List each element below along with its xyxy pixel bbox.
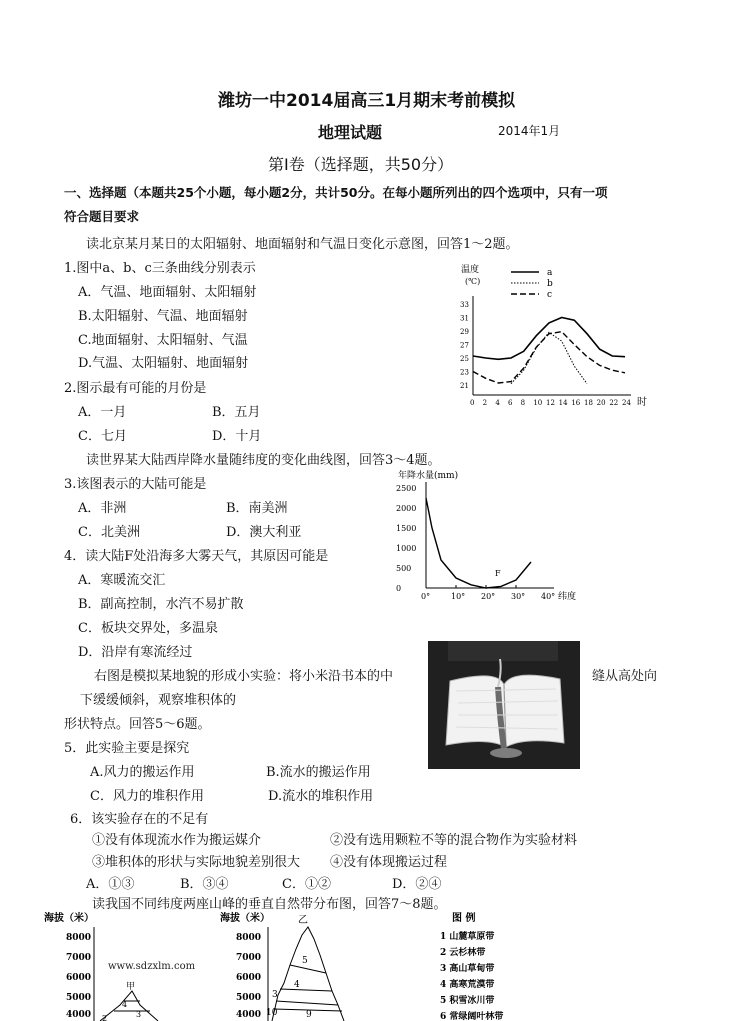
chart1-series-c [473, 332, 625, 383]
intro-3-line2: 下缓缓倾斜，观察堆积体的 [80, 693, 237, 708]
intro-2: 读世界某大陆西岸降水量随纬度的变化曲线图，回答3～4题。 [86, 453, 441, 468]
m1-zone-2: 2 [102, 1014, 108, 1021]
intro-1: 读北京某月某日的太阳辐射、地面辐射和气温日变化示意图，回答1～2题。 [86, 237, 519, 252]
m2-tick-4000: 4000 [236, 1010, 262, 1020]
mountain2-zones [274, 965, 342, 1011]
chart1-xtick: 4 [495, 399, 500, 407]
mountain2-outline [272, 927, 344, 1021]
q6-option-d: D．②④ [392, 877, 442, 892]
q4-option-b: B．副高控制，水汽不易扩散 [78, 597, 244, 612]
q3-option-d: D．澳大利亚 [226, 525, 302, 540]
intro-4: 读我国不同纬度两座山峰的垂直自然带分布图，回答7～8题。 [92, 897, 447, 912]
q1-option-a: A．气温、地面辐射、太阳辐射 [78, 285, 257, 300]
q4-option-a: A．寒暖流交汇 [78, 573, 166, 588]
q2-option-d: D．十月 [212, 429, 262, 444]
chart2-xunit: 纬度 [558, 592, 577, 602]
q4-option-c: C．板块交界处，多温泉 [78, 621, 218, 636]
q3-option-b: B．南美洲 [226, 501, 288, 516]
q1-option-c: C.地面辐射、太阳辐射、气温 [78, 333, 248, 348]
chart2-ytick: 1500 [396, 524, 417, 533]
experiment-photo-drawing [428, 641, 580, 769]
chart2-ytick: 500 [396, 564, 412, 573]
chart1-ytick: 31 [460, 314, 469, 323]
mountain1-ylabel: 海拔（米） [44, 913, 94, 924]
chart2-ylabel: 年降水量(mm) [398, 471, 459, 481]
chart2-xtick: 40° [541, 592, 556, 601]
intro-3-line1b: 缝从高处向 [592, 669, 658, 684]
chart1-yunit: (℃) [465, 277, 481, 286]
chart1-ytick: 29 [460, 328, 469, 336]
m1-zone-3: 3 [136, 1010, 142, 1019]
chart2-ytick: 1000 [396, 544, 417, 553]
exam-date: 2014年1月 [498, 124, 561, 138]
legend-item-6: 6 常绿阔叶林带 [440, 1012, 504, 1021]
chart1-ytick: 25 [460, 355, 469, 363]
chart1-xtick: 14 [558, 399, 568, 407]
chart1-ytick: 21 [460, 382, 469, 390]
chart1-legend-label: c [547, 290, 553, 300]
question-3: 3.该图表示的大陆可能是 [64, 477, 207, 492]
q6-item-4: ④没有体现搬运过程 [330, 855, 448, 870]
q2-option-b: B．五月 [212, 405, 261, 420]
q1-option-b: B.太阳辐射、气温、地面辐射 [78, 309, 248, 324]
legend-item-2: 2 云杉林带 [440, 948, 486, 958]
question-6: 6．该实验存在的不足有 [70, 812, 209, 827]
chart1-ytick: 23 [460, 368, 469, 377]
mountain2-ylabel: 海拔（米） [220, 913, 270, 924]
peak-yi-label: 乙 [298, 915, 308, 926]
zone-9: 9 [306, 1010, 312, 1020]
chart1-xtick: 8 [520, 399, 526, 407]
q2-option-c: C．七月 [78, 429, 127, 444]
m2-tick-8000: 8000 [236, 933, 262, 943]
exam-title: 潍坊一中2014届高三1月期末考前模拟 [218, 91, 516, 111]
legend-item-4: 4 高寒荒漠带 [440, 980, 495, 990]
part-heading: 一、选择题（本题共25个小题，每小题2分，共计50分。在每小题所列出的四个选项中，只有一项 [64, 185, 608, 200]
q5-option-a: A.风力的搬运作用 [90, 765, 195, 780]
chart2-ytick: 2500 [396, 484, 417, 493]
legend-item-3: 3 高山草甸带 [440, 964, 495, 974]
chart1-xtick: 20 [596, 399, 606, 407]
vertical-zone-diagram [40, 905, 540, 1021]
q5-option-d: D.流水的堆积作用 [268, 789, 374, 804]
legend-item-1: 1 山麓草原带 [440, 932, 495, 942]
chart1-xtick: 18 [584, 399, 593, 407]
m2-tick-6000: 6000 [236, 973, 262, 983]
chart1-series-a [473, 318, 625, 360]
chart2-xtick: 20° [481, 592, 496, 601]
chart2-ytick: 0 [396, 584, 402, 593]
precipitation-latitude-chart [392, 466, 582, 606]
chart1-xtick: 0 [470, 399, 475, 407]
m1-zone-4: 4 [122, 1000, 128, 1009]
chart1-xtick: 2 [482, 399, 488, 407]
zone-4: 4 [294, 980, 300, 990]
chart1-xunit: 时 [637, 397, 647, 408]
chart1-xtick: 24 [622, 399, 631, 407]
chart1-xtick: 12 [546, 399, 555, 407]
q6-option-a: A．①③ [86, 877, 135, 892]
m2-tick-7000: 7000 [236, 953, 262, 963]
section-heading: 第Ⅰ卷（选择题，共50分） [268, 155, 454, 174]
question-4: 4．读大陆F处沿海多大雾天气，其原因可能是 [64, 549, 329, 564]
question-1: 1.图中a、b、c三条曲线分别表示 [64, 261, 256, 276]
question-5: 5．此实验主要是探究 [64, 741, 190, 756]
exam-subtitle: 地理试题 [318, 123, 383, 142]
q5-option-b: B.流水的搬运作用 [266, 765, 371, 780]
m1-tick-4000: 4000 [66, 1010, 92, 1020]
m1-tick-6000: 6000 [66, 973, 92, 983]
experiment-photo [428, 641, 580, 769]
zone-10: 10 [266, 1008, 278, 1018]
chart2-xtick: 0° [421, 592, 431, 601]
chart1-legend-label: b [547, 279, 553, 289]
q6-option-c: C．①② [282, 877, 331, 892]
chart2-xtick: 10° [451, 592, 466, 601]
q6-option-b: B．③④ [180, 877, 229, 892]
chart1-series-b [511, 332, 587, 383]
chart2-ytick: 2000 [396, 504, 417, 513]
chart1-legend-label: a [547, 268, 553, 278]
chart2-xtick: 30° [511, 592, 526, 601]
intro-3-line1a: 右图是模拟某地貌的形成小实验：将小米沿书本的中 [94, 669, 394, 684]
zone-5: 5 [302, 956, 308, 966]
q1-option-d: D.气温、太阳辐射、地面辐射 [78, 356, 249, 371]
daily-temperature-chart [455, 260, 655, 410]
zone-3: 3 [272, 990, 278, 1000]
m2-tick-5000: 5000 [236, 993, 262, 1003]
q4-option-d: D．沿岸有寒流经过 [78, 645, 193, 660]
q6-item-1: ①没有体现流水作为搬运媒介 [92, 833, 262, 848]
q3-option-a: A．非洲 [78, 501, 127, 516]
mountain1-outline [100, 991, 158, 1021]
legend-item-5: 5 积雪冰川带 [440, 996, 495, 1006]
q6-item-2: ②没有选用颗粒不等的混合物作为实验材料 [330, 833, 578, 848]
m1-tick-8000: 8000 [66, 933, 92, 943]
chart2-point-f: F [495, 569, 501, 578]
chart2-precip-line [426, 498, 531, 588]
legend-title: 图 例 [452, 913, 476, 924]
peak-jia-label: 甲 [126, 982, 136, 992]
chart1-xtick: 6 [508, 399, 513, 407]
watermark: www.sdzxlm.com [108, 961, 196, 972]
q2-option-a: A．一月 [78, 405, 127, 420]
m1-tick-7000: 7000 [66, 953, 92, 963]
chart1-xtick: 22 [609, 399, 619, 407]
chart1-ytick: 33 [460, 301, 469, 309]
q5-option-c: C．风力的堆积作用 [90, 789, 204, 804]
chart1-ylabel: 温度 [461, 265, 480, 275]
part-heading-2: 符合题目要求 [64, 209, 140, 224]
q6-item-3: ③堆积体的形状与实际地貌差别很大 [92, 855, 301, 870]
q3-option-c: C．北美洲 [78, 525, 140, 540]
m1-tick-5000: 5000 [66, 993, 92, 1003]
question-2: 2.图示最有可能的月份是 [64, 381, 207, 396]
chart1-ytick: 27 [460, 341, 469, 350]
intro-3-line3: 形状特点。回答5～6题。 [64, 717, 211, 732]
chart1-xtick: 16 [571, 399, 581, 407]
chart1-xtick: 10 [533, 399, 543, 407]
